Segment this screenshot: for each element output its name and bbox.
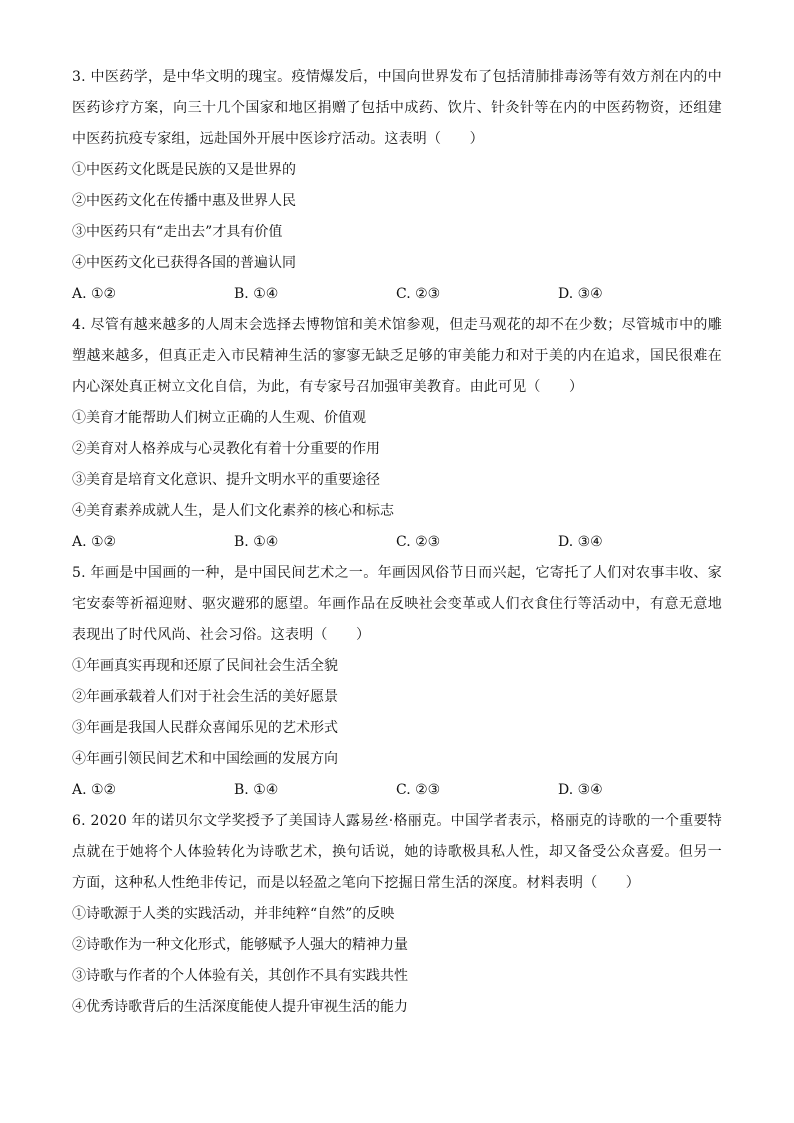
answer-choices	[72, 527, 722, 558]
statement-2: ②诗歌作为一种文化形式，能够赋予人强大的精神力量	[72, 937, 408, 953]
question-stem: 5. 年画是中国画的一种，是中国民间艺术之一。年画因风俗节日而兴起，它寄托了人们对农事丰收、家宅安泰等祈福迎财、驱灾避邪的愿望。年画作品在反映社会变革或人们衣食住行等活动中，有意无意地表现出了时代风尚、社会习俗。这表明（ ）	[72, 565, 722, 643]
statement-3: ③年画是我国人民群众喜闻乐见的艺术形式	[72, 720, 338, 736]
choice-c: C. ②③	[396, 286, 441, 302]
question-stem: 3. 中医药学，是中华文明的瑰宝。疫情爆发后，中国向世界发布了包括清肺排毒汤等有效方剂在内的中医药诊疗方案，向三十几个国家和地区捐赠了包括中成药、饮片、针灸针等在内的中医药物资，还组建中医药抗疫专家组，远赴国外开展中医诊疗活动。这表明（ ）	[72, 69, 722, 147]
statement-1: ①中医药文化既是民族的又是世界的	[72, 162, 296, 178]
document-page	[72, 62, 722, 1023]
statement-4: ④优秀诗歌背后的生活深度能使人提升审视生活的能力	[72, 999, 408, 1015]
choice-b: B. ①④	[234, 534, 279, 550]
question-3	[72, 62, 722, 310]
statement-4: ④中医药文化已获得各国的普遍认同	[72, 255, 296, 271]
choice-b: B. ①④	[234, 782, 279, 798]
statement-4: ④年画引领民间艺术和中国绘画的发展方向	[72, 751, 338, 767]
statement-2: ②年画承载着人们对于社会生活的美好愿景	[72, 689, 338, 705]
choice-d: D. ③④	[558, 782, 603, 798]
statement-2: ②中医药文化在传播中惠及世界人民	[72, 193, 296, 209]
statement-1: ①诗歌源于人类的实践活动，并非纯粹“自然”的反映	[72, 906, 395, 922]
statement-3: ③美育是培育文化意识、提升文明水平的重要途径	[72, 472, 380, 488]
choice-d: D. ③④	[558, 286, 603, 302]
answer-choices	[72, 279, 722, 310]
statement-1: ①美育才能帮助人们树立正确的人生观、价值观	[72, 410, 366, 426]
choice-a: A. ①②	[72, 286, 117, 302]
statement-3: ③中医药只有“走出去”才具有价值	[72, 224, 283, 240]
statement-3: ③诗歌与作者的个人体验有关，其创作不具有实践共性	[72, 968, 408, 984]
choice-c: C. ②③	[396, 782, 441, 798]
question-4	[72, 310, 722, 558]
question-stem: 6. 2020 年的诺贝尔文学奖授予了美国诗人露易丝·格丽克。中国学者表示，格丽克的诗歌的一个重要特点就在于她将个人体验转化为诗歌艺术，换句话说，她的诗歌极具私人性，却又备受公众喜爱。但另一方面，这种私人性绝非传记，而是以轻盈之笔向下挖掘日常生活的深度。材料表明（ ）	[72, 813, 722, 891]
choice-a: A. ①②	[72, 782, 117, 798]
choice-b: B. ①④	[234, 286, 279, 302]
question-6	[72, 806, 722, 1023]
choice-c: C. ②③	[396, 534, 441, 550]
statement-4: ④美育素养成就人生，是人们文化素养的核心和标志	[72, 503, 394, 519]
question-5	[72, 558, 722, 806]
statement-2: ②美育对人格养成与心灵教化有着十分重要的作用	[72, 441, 380, 457]
answer-choices	[72, 775, 722, 806]
question-stem: 4. 尽管有越来越多的人周末会选择去博物馆和美术馆参观，但走马观花的却不在少数；尽管城市中的雕塑越来越多，但真正走入市民精神生活的寥寥无缺乏足够的审美能力和对于美的内在追求，国民很难在内心深处真正树立文化自信，为此，有专家号召加强审美教育。由此可见（ ）	[72, 317, 722, 395]
choice-a: A. ①②	[72, 534, 117, 550]
statement-1: ①年画真实再现和还原了民间社会生活全貌	[72, 658, 338, 674]
choice-d: D. ③④	[558, 534, 603, 550]
